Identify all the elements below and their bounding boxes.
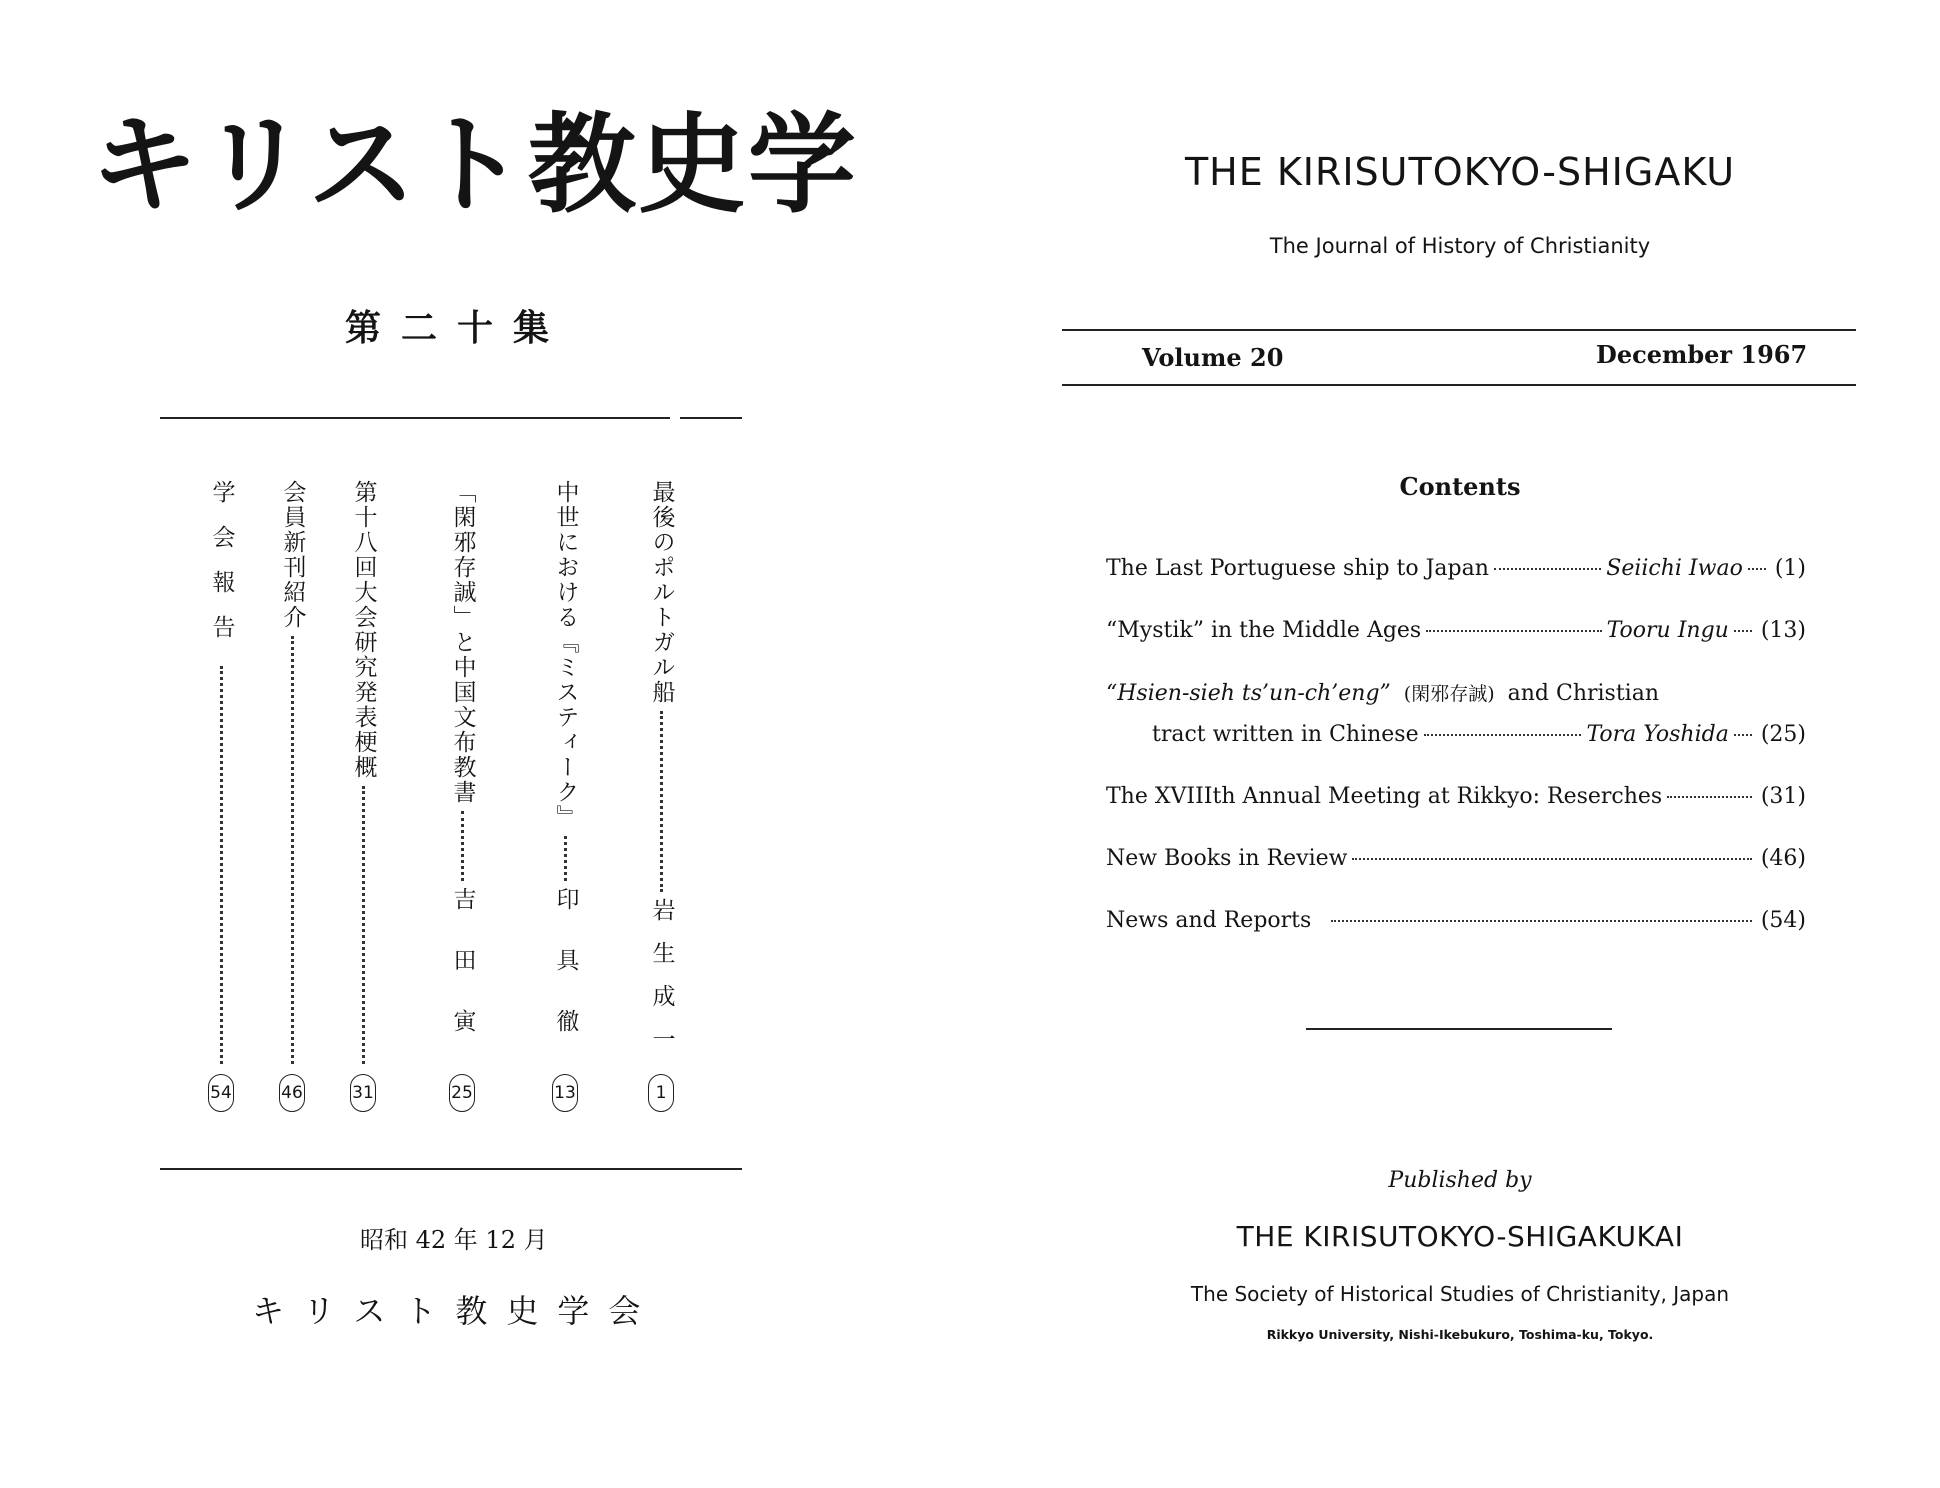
english-journal-subtitle: The Journal of History of Christianity bbox=[1269, 234, 1651, 258]
toc-entry bbox=[1106, 618, 1806, 643]
toc-page: (13) bbox=[1760, 618, 1806, 643]
jp-toc-title: 最後のポルトガル船 bbox=[648, 480, 675, 705]
toc-author: Seiichi Iwao bbox=[1606, 556, 1743, 581]
issue-date: December 1967 bbox=[1596, 340, 1808, 369]
leader-dots bbox=[1494, 568, 1601, 570]
toc-title: The XVIIIth Annual Meeting at Rikkyo: Reserches bbox=[1106, 784, 1663, 809]
toc-entry bbox=[1106, 784, 1806, 809]
leader-dots bbox=[660, 711, 663, 892]
english-society-subtitle: The Society of Historical Studies of Christianity, Japan bbox=[1190, 1282, 1730, 1306]
toc-author: Tora Yoshida bbox=[1586, 722, 1729, 747]
jp-toc-author: 印具徹 bbox=[552, 887, 579, 1070]
toc-title: News and Reports bbox=[1106, 908, 1312, 933]
toc-entry bbox=[1106, 846, 1806, 871]
jp-toc-title: 第十八回大会研究発表梗概 bbox=[350, 480, 377, 780]
toc-entry bbox=[1106, 908, 1806, 933]
toc-entry bbox=[1152, 722, 1806, 747]
english-journal-title: THE KIRISUTOKYO-SHIGAKU bbox=[1184, 150, 1736, 194]
jp-toc-entry-1 bbox=[641, 480, 681, 1112]
jp-toc-title: 「閑邪存誠」と中国文布教書 bbox=[449, 480, 476, 805]
jp-toc-entry-3 bbox=[442, 480, 482, 1112]
toc-title-kanji: (閑邪存誠) bbox=[1403, 683, 1495, 705]
toc-page: (25) bbox=[1760, 722, 1806, 747]
leader-dots bbox=[1667, 796, 1752, 798]
japanese-journal-title: キリスト教史学 bbox=[90, 103, 858, 228]
volume-label: Volume 20 bbox=[1142, 343, 1284, 372]
jp-toc-page: 54 bbox=[208, 1074, 234, 1112]
leader-dots bbox=[461, 811, 464, 881]
leader-dots bbox=[1352, 858, 1751, 860]
leader-dots bbox=[1426, 630, 1601, 632]
leader-dots bbox=[1734, 630, 1752, 632]
section-divider bbox=[1306, 1028, 1612, 1030]
volume-rule-bottom bbox=[1062, 384, 1856, 386]
jp-toc-author: 岩生成一 bbox=[648, 898, 675, 1070]
jp-toc-page: 13 bbox=[552, 1074, 578, 1112]
jp-toc-page: 1 bbox=[648, 1074, 674, 1112]
toc-title: tract written in Chinese bbox=[1152, 722, 1419, 747]
leader-dots bbox=[1748, 568, 1766, 570]
leader-dots bbox=[291, 636, 294, 1064]
toc-author: Tooru Ingu bbox=[1606, 618, 1729, 643]
top-rule-segment bbox=[680, 417, 742, 419]
jp-toc-entry-4 bbox=[343, 480, 383, 1112]
toc-title: “Mystik” in the Middle Ages bbox=[1106, 618, 1422, 643]
japanese-publication-date: 昭和 42 年 12 月 bbox=[360, 1226, 548, 1254]
leader-dots bbox=[1734, 734, 1752, 736]
leader-dots bbox=[1424, 734, 1582, 736]
jp-toc-entry-6 bbox=[201, 480, 241, 1112]
toc-title-italic: “Hsien-sieh ts’un-ch’eng” bbox=[1106, 681, 1391, 706]
jp-toc-page: 25 bbox=[449, 1074, 475, 1112]
contents-heading: Contents bbox=[1399, 472, 1521, 501]
toc-title-rest: and Christian bbox=[1507, 681, 1659, 706]
volume-rule-top bbox=[1062, 329, 1856, 331]
jp-toc-page: 31 bbox=[350, 1074, 376, 1112]
japanese-volume-number: 第二十集 bbox=[345, 308, 570, 349]
society-address: Rikkyo University, Nishi-Ikebukuro, Toshima-ku, Tokyo. bbox=[1266, 1327, 1654, 1342]
toc-page: (54) bbox=[1760, 908, 1806, 933]
toc-entry-line1 bbox=[1106, 679, 1659, 706]
toc-page: (46) bbox=[1760, 846, 1806, 871]
top-rule bbox=[160, 417, 670, 419]
jp-toc-entry-2 bbox=[545, 480, 585, 1112]
jp-toc-title: 中世における『ミスティーク』 bbox=[552, 480, 579, 830]
toc-page: (1) bbox=[1774, 556, 1806, 581]
jp-toc-author: 吉田寅 bbox=[449, 887, 476, 1070]
toc-entry bbox=[1106, 556, 1806, 581]
published-by-label: Published by bbox=[1388, 1168, 1532, 1193]
leader-dots bbox=[1331, 920, 1752, 922]
jp-toc-title: 学会報告 bbox=[208, 480, 235, 660]
bottom-rule bbox=[160, 1168, 742, 1170]
leader-dots bbox=[220, 666, 223, 1064]
jp-toc-entry-5 bbox=[272, 480, 312, 1112]
toc-title: The Last Portuguese ship to Japan bbox=[1106, 556, 1489, 581]
jp-toc-title: 会員新刊紹介 bbox=[279, 480, 306, 630]
japanese-society-name: キリスト教史学会 bbox=[252, 1292, 660, 1330]
toc-title: New Books in Review bbox=[1106, 846, 1348, 871]
english-society-name: THE KIRISUTOKYO-SHIGAKUKAI bbox=[1236, 1220, 1684, 1253]
leader-dots bbox=[564, 836, 567, 881]
toc-page: (31) bbox=[1760, 784, 1806, 809]
leader-dots bbox=[362, 786, 365, 1064]
jp-toc-page: 46 bbox=[279, 1074, 305, 1112]
